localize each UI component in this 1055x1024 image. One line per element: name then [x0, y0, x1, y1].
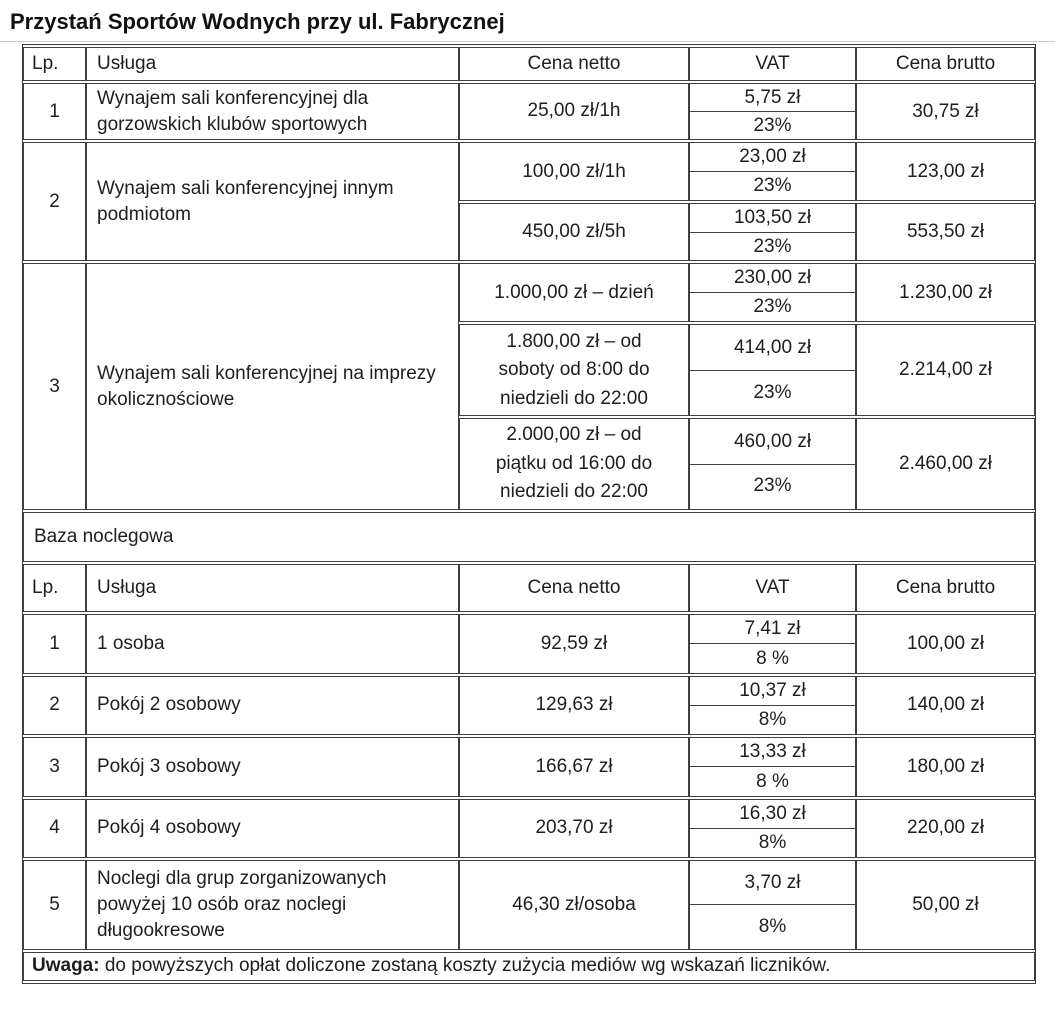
column-header-lp: Lp. [23, 564, 86, 612]
lp-cell: 1 [23, 614, 86, 674]
vat-cell [689, 324, 856, 416]
price-brutto-cell: 2.460,00 zł [856, 418, 1035, 510]
price-netto-cell: 450,00 zł/5h [459, 203, 689, 261]
lp-cell: 2 [23, 676, 86, 735]
note-bold: Uwaga: [32, 955, 100, 977]
service-cell: 1 osoba [86, 614, 459, 674]
column-header-lp: Lp. [23, 47, 86, 81]
pricing-table [22, 44, 1036, 984]
vat-amount: 10,37 zł [690, 677, 855, 706]
vat-amount: 5,75 zł [690, 84, 855, 112]
lp-cell: 5 [23, 860, 86, 950]
vat-rate: 8% [758, 916, 787, 938]
column-header-netto: Cena netto [459, 564, 689, 612]
column-header-brutto: Cena brutto [856, 47, 1035, 81]
vat-amount: 16,30 zł [690, 800, 855, 829]
lp-cell: 4 [23, 799, 86, 858]
vat-amount: 3,70 zł [690, 861, 855, 906]
column-header-service: Usługa [86, 564, 459, 612]
vat-rate: 23% [753, 382, 792, 404]
vat-cell [689, 142, 856, 201]
vat-amount: 103,50 zł [690, 204, 855, 233]
column-header-brutto: Cena brutto [856, 564, 1035, 612]
vat-amount: 23,00 zł [690, 143, 855, 172]
price-netto-cell: 46,30 zł/osoba [459, 860, 689, 950]
lp-cell: 3 [23, 263, 86, 510]
price-netto-cell: 25,00 zł/1h [459, 83, 689, 140]
vat-cell [689, 83, 856, 140]
vat-amount: 460,00 zł [690, 421, 855, 465]
price-netto-cell: 1.800,00 zł – od soboty od 8:00 do niedzieli do 22:00 [459, 324, 689, 416]
vat-cell [689, 737, 856, 797]
price-brutto-cell: 140,00 zł [856, 676, 1035, 735]
price-brutto-cell: 2.214,00 zł [856, 324, 1035, 416]
vat-amount: 230,00 zł [690, 264, 855, 293]
price-netto-cell: 129,63 zł [459, 676, 689, 735]
service-cell: Wynajem sali konferencyjnej na imprezy okolicznościowe [86, 263, 459, 510]
price-netto-cell: 92,59 zł [459, 614, 689, 674]
price-brutto-cell: 100,00 zł [856, 614, 1035, 674]
price-netto-cell: 2.000,00 zł – od piątku od 16:00 do niedzieli do 22:00 [459, 418, 689, 510]
service-cell: Noclegi dla grup zorganizowanych powyżej 10 osób oraz noclegi długookresowe [86, 860, 459, 950]
lp-cell: 1 [23, 83, 86, 140]
service-cell: Pokój 2 osobowy [86, 676, 459, 735]
vat-rate: 8 % [756, 770, 789, 792]
vat-rate: 8% [758, 831, 787, 853]
vat-rate: 23% [753, 296, 792, 318]
vat-rate: 23% [753, 235, 792, 257]
vat-rate: 8 % [756, 647, 789, 669]
page-title: Przystań Sportów Wodnych przy ul. Fabrycznej [0, 0, 1055, 42]
note-cell [23, 952, 1035, 981]
pricing-table-body [23, 47, 1035, 981]
vat-cell [689, 418, 856, 510]
price-netto-cell: 203,70 zł [459, 799, 689, 858]
price-brutto-cell: 50,00 zł [856, 860, 1035, 950]
service-cell: Wynajem sali konferencyjnej innym podmiotom [86, 142, 459, 261]
price-brutto-cell: 1.230,00 zł [856, 263, 1035, 322]
vat-cell [689, 799, 856, 858]
vat-amount: 7,41 zł [690, 615, 855, 645]
vat-rate: 23% [753, 114, 792, 136]
price-brutto-cell: 553,50 zł [856, 203, 1035, 261]
vat-amount: 13,33 zł [690, 738, 855, 768]
vat-amount: 414,00 zł [690, 325, 855, 371]
price-netto-cell: 100,00 zł/1h [459, 142, 689, 201]
vat-rate: 23% [753, 474, 792, 496]
vat-cell [689, 263, 856, 322]
column-header-vat: VAT [689, 47, 856, 81]
service-cell: Wynajem sali konferencyjnej dla gorzowskich klubów sportowych [86, 83, 459, 140]
price-brutto-cell: 180,00 zł [856, 737, 1035, 797]
section-band: Baza noclegowa [23, 512, 1035, 562]
vat-cell [689, 614, 856, 674]
column-header-service: Usługa [86, 47, 459, 81]
vat-rate: 23% [753, 175, 792, 197]
column-header-vat: VAT [689, 564, 856, 612]
vat-cell [689, 860, 856, 950]
vat-cell [689, 203, 856, 261]
lp-cell: 2 [23, 142, 86, 261]
price-netto-cell: 166,67 zł [459, 737, 689, 797]
price-brutto-cell: 30,75 zł [856, 83, 1035, 140]
service-cell: Pokój 3 osobowy [86, 737, 459, 797]
note-text: do powyższych opłat doliczone zostaną koszty zużycia mediów wg wskazań liczników. [99, 955, 831, 977]
vat-cell [689, 676, 856, 735]
service-cell: Pokój 4 osobowy [86, 799, 459, 858]
price-netto-cell: 1.000,00 zł – dzień [459, 263, 689, 322]
lp-cell: 3 [23, 737, 86, 797]
column-header-netto: Cena netto [459, 47, 689, 81]
price-brutto-cell: 220,00 zł [856, 799, 1035, 858]
price-brutto-cell: 123,00 zł [856, 142, 1035, 201]
vat-rate: 8% [758, 708, 787, 730]
